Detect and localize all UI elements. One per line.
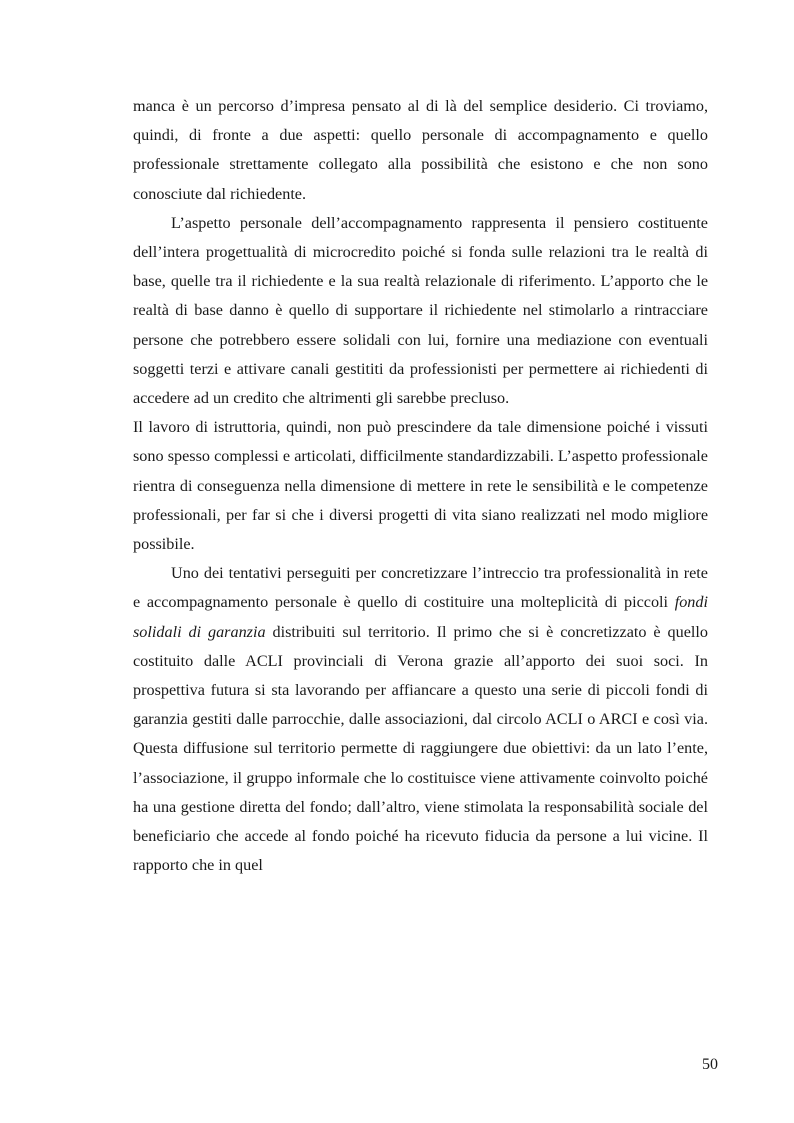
paragraph-istruttoria: Il lavoro di istruttoria, quindi, non può prescindere da tale dimensione poiché i vissuti sono spesso complessi e articolati, difficilmente standardizzabili. L’aspetto professionale rientra di conseguenza nella dimensione di mettere in rete le sensibilità e le competenze professionali, per far si che i diversi progetti di vita siano realizzati nel modo migliore possibile.	[133, 418, 708, 554]
paragraph-continuation: manca è un percorso d’impresa pensato al di là del semplice desiderio. Ci troviamo, quindi, di fronte a due aspetti: quello personale di accompagnamento e quello professionale strettamente collegato alla possibilità che esistono e che non sono conosciute dal richiedente.	[133, 97, 708, 203]
body-text	[133, 92, 708, 880]
paragraph-fondi-solidali	[133, 559, 708, 880]
italic-term-fondi-solidali: fondi solidali di garanzia	[133, 593, 708, 641]
paragraph-personal-aspect: L’aspetto personale dell’accompagnamento rappresenta il pensiero costituente dell’intera progettualità di microcredito poiché si fonda sulle relazioni tra le realtà di base, quelle tra il richiedente e la sua realtà relazionale di riferimento. L’apporto che le realtà di base danno è quello di supportare il richiedente nel stimolarlo a rintracciare persone che potrebbero essere solidali con lui, fornire una mediazione con eventuali soggetti terzi e attivare canali gestititi da professionisti per permettere ai richiedenti di accedere ad un credito che altrimenti gli sarebbe precluso.	[133, 213, 708, 408]
page-number: 50	[702, 1056, 718, 1073]
paragraph-fondi-text-after: distribuiti sul territorio. Il primo che si è concretizzato è quello costituito dalle ACLI provinciali di Verona grazie all’apporto dei suoi soci. In prospettiva futura si sta lavorando per affiancare a questo una serie di piccoli fondi di garanzia gestiti dalle parrocchie, dalle associazioni, dal circolo ACLI o ARCI e così via. Questa diffusione sul territorio permette di raggiungere due obiettivi: da un lato l’ente, l’associazione, il gruppo informale che lo costituisce viene attivamente coinvolto poiché ha una gestione diretta del fondo; dall’altro, viene stimolata la responsabilità sociale del beneficiario che accede al fondo poiché ha ricevuto fiducia da persone a lui vicine. Il rapporto che in quel	[133, 622, 708, 875]
paragraph-fondi-text-before: Uno dei tentativi perseguiti per concretizzare l’intreccio tra professionalità in rete e accompagnamento personale è quello di costituire una molteplicità di piccoli	[133, 564, 708, 612]
